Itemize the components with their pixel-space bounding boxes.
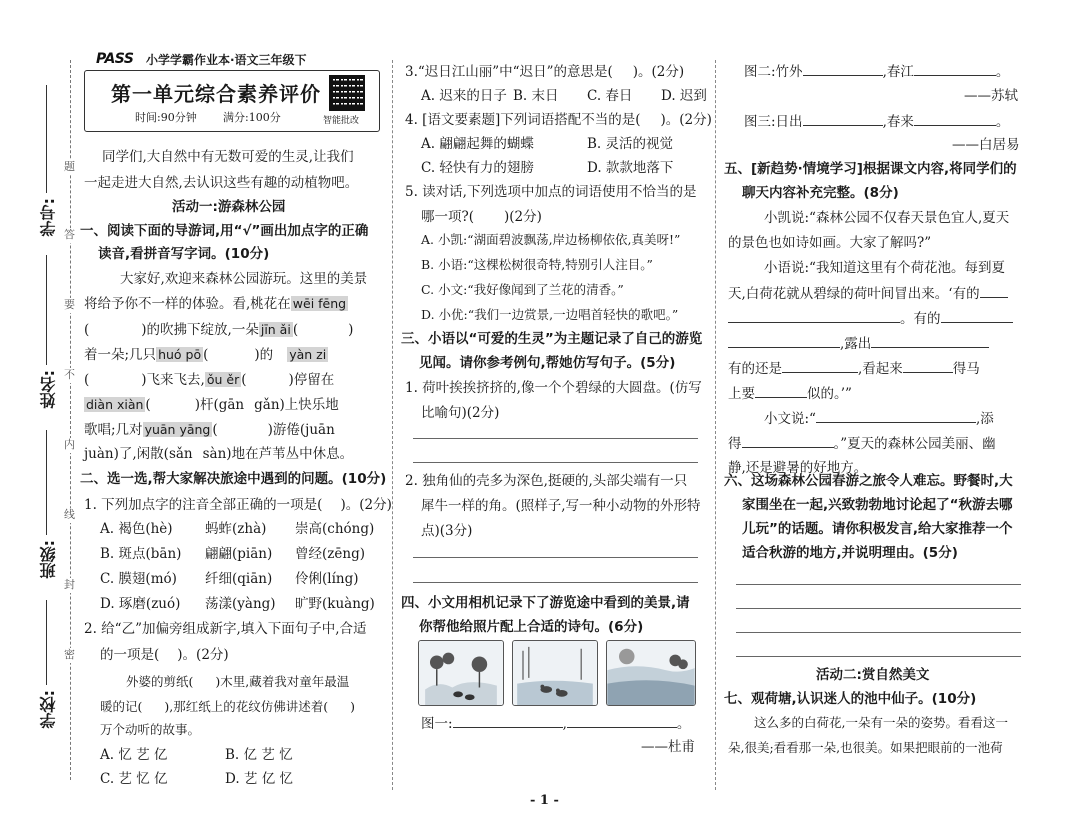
answer-blank[interactable]: [871, 334, 989, 348]
answer-blank[interactable]: [914, 62, 996, 76]
section-4-title: 四、小文用相机记录下了游览途中看到的美景,请: [401, 595, 690, 611]
question-4: 4. [语文要素题]下列词语搭配不当的是( )。(2分): [405, 112, 712, 128]
writing-line[interactable]: [413, 582, 698, 583]
answer-blank[interactable]: [208, 345, 254, 359]
picture-1-caption: 图一: , 。: [421, 716, 691, 732]
pinyin-prompt: wēi fēng: [292, 296, 347, 311]
passage-line: 大家好,欢迎来森林公园游玩。这里的美景: [120, 271, 368, 287]
section-1-title: 一、阅读下面的导游词,用“√”画出加点字的正确: [80, 223, 369, 239]
picture-2-caption: 图二:竹外 ,春江 。: [744, 64, 1010, 80]
margin-mark: 线: [64, 508, 75, 521]
pinyin-prompt: huó pō: [158, 347, 202, 362]
section-3-question-1: 比喻句)(2分): [421, 405, 500, 421]
answer-blank[interactable]: [298, 320, 348, 334]
answer-blank[interactable]: [151, 395, 195, 409]
dialogue-line: ,露出: [728, 334, 989, 353]
section-3-question-2: 犀牛一样的角。(照样子,写一种小动物的外形特: [421, 498, 701, 514]
binding-margin: [0, 0, 78, 831]
answer-blank[interactable]: [980, 284, 1008, 298]
answer-blank[interactable]: [803, 112, 883, 126]
question-3: 3.“迟日江山丽”中“迟日”的意思是( )。(2分): [405, 64, 685, 80]
activity-1-heading: 活动一:游森林公园: [172, 199, 286, 215]
option-row[interactable]: B. 小语:“这棵松树很奇特,特别引人注目。”: [421, 257, 653, 272]
exam-total-score: 满分:100分: [223, 111, 281, 124]
photo-1: [418, 640, 504, 706]
passage-line: 朵,很美;看看那一朵,也很美。如果把眼前的一池荷: [728, 740, 1003, 755]
question-2-text: 万个动听的故事。: [100, 722, 201, 737]
answer-blank[interactable]: [613, 62, 633, 76]
dialogue-line: 静,还是避暑的好地方。: [728, 460, 868, 476]
qr-caption: 智能批改: [323, 116, 360, 126]
answer-blank[interactable]: [193, 672, 215, 686]
pinyin-prompt: yuān yāng: [144, 422, 211, 437]
picture-3-caption: 图三:日出 ,春来 。: [744, 114, 1010, 130]
exam-time: 时间:90分钟: [135, 111, 197, 124]
question-2: 2. 给“乙”加偏旁组成新字,填入下面句子中,合适: [84, 621, 367, 637]
dialogue-line: 的景色也如诗如画。大家了解吗?”: [728, 235, 932, 251]
dialogue-line: 得 。”夏天的森林公园美丽、幽: [728, 436, 996, 452]
section-3-question-2: 点)(3分): [421, 523, 473, 539]
answer-blank[interactable]: [474, 207, 504, 221]
section-3-question-1: 1. 荷叶挨挨挤挤的,像一个个碧绿的大圆盘。(仿写: [405, 380, 702, 396]
writing-line[interactable]: [736, 584, 1021, 585]
passage-line: 这么多的白荷花,一朵有一朵的姿势。看看这一: [754, 715, 1008, 730]
option-row[interactable]: C. 艺 忆 亿 D. 艺 亿 忆: [100, 771, 294, 787]
passage-line: ( )飞来飞去, ǒu ěr ( )停留在: [84, 372, 335, 388]
writing-line[interactable]: [413, 557, 698, 558]
name-field[interactable]: [46, 255, 47, 365]
name-label: 姓名:: [39, 370, 58, 409]
pinyin-prompt: diàn xiàn: [86, 397, 144, 412]
answer-blank[interactable]: [755, 384, 807, 398]
passage-line: 歌唱;几对 yuān yāng ( )游倦(juān: [84, 422, 335, 438]
answer-blank[interactable]: [782, 359, 858, 373]
answer-blank[interactable]: [328, 697, 350, 711]
question-2: 的一项是( )。(2分): [100, 647, 229, 663]
column-3: [724, 52, 1028, 782]
passage-line: juàn)了,闲散(sǎn sàn)地在芦苇丛中休息。: [84, 446, 354, 462]
pinyin-prompt: yàn zi: [289, 347, 327, 362]
student-number-field[interactable]: [46, 85, 47, 193]
answer-blank[interactable]: [159, 645, 177, 659]
answer-blank[interactable]: [142, 697, 164, 711]
answer-blank[interactable]: [453, 714, 563, 728]
section-6-title: 六、这场森林公园春游之旅令人难忘。野餐时,大: [724, 473, 1013, 489]
question-5: 哪一项?( )(2分): [421, 209, 542, 225]
column-divider: [715, 60, 716, 790]
option-row[interactable]: D. 琢磨(zuó) 荡漾(yàng) 旷野(kuàng): [100, 596, 375, 612]
section-3-question-2: 2. 独角仙的壳多为深色,挺硬的,头部尖端有一只: [405, 473, 688, 489]
margin-mark: 题: [64, 160, 75, 173]
option-row[interactable]: B. 斑点(bān) 翩翩(piān) 曾经(zēng): [100, 546, 365, 562]
section-6-title: 儿玩”的话题。请你积极发言,给大家推荐一个: [742, 521, 1013, 537]
dialogue-line: 上要 似的。’”: [728, 386, 852, 402]
section-3-title: 三、小语以“可爱的生灵”为主题记录了自己的游览: [401, 331, 703, 347]
picture-3-author: ——白居易: [952, 137, 1020, 153]
writing-line[interactable]: [736, 632, 1021, 633]
section-3-title: 见闻。请你参考例句,帮她仿写句子。(5分): [419, 355, 676, 371]
section-5-title: 聊天内容补充完整。(8分): [742, 185, 899, 201]
dialogue-line: 。有的: [728, 309, 1013, 328]
answer-blank[interactable]: [816, 409, 976, 423]
option-row[interactable]: A. 翩翩起舞的蝴蝶 B. 灵活的视觉: [421, 136, 674, 152]
intro-line: 一起走进大自然,去认识这些有趣的动植物吧。: [84, 175, 359, 191]
photo-3: [606, 640, 696, 706]
writing-line[interactable]: [413, 462, 698, 463]
section-5-title: 五、[新趋势·情境学习]根据课文内容,将同学们的: [724, 161, 1017, 177]
school-label: 学校:: [39, 690, 58, 729]
page-number: - 1 -: [530, 793, 559, 808]
dialogue-line: 小凯说:“森林公园不仅春天景色宜人,夏天: [764, 210, 1010, 226]
student-number-label: 学号:: [39, 198, 58, 237]
section-4-title: 你帮他给照片配上合适的诗句。(6分): [419, 619, 644, 635]
series-title: 小学学霸作业本·语文三年级下: [146, 53, 307, 67]
section-2-title: 二、选一选,帮大家解决旅途中遇到的问题。(10分): [80, 471, 387, 487]
margin-mark: 要: [64, 298, 75, 311]
exam-title: 第一单元综合素养评价: [111, 82, 321, 106]
passage-line: diàn xiàn ( )杆(gān gǎn)上快乐地: [86, 397, 339, 413]
question-2-text: 暖的记( ),那红纸上的花纹仿佛讲述着( ): [100, 699, 356, 714]
question-5: 5. 读对话,下列选项中加点的词语使用不恰当的是: [405, 184, 697, 200]
dialogue-line: 小文说:“ ,添: [764, 411, 994, 427]
answer-blank[interactable]: [322, 495, 340, 509]
answer-blank[interactable]: [89, 320, 141, 334]
picture-1-author: ——杜甫: [641, 739, 695, 755]
answer-blank[interactable]: [247, 370, 289, 384]
answer-blank[interactable]: [941, 309, 1013, 323]
option-row[interactable]: A. 小凯:“湖面碧波飘荡,岸边杨柳依依,真美呀!”: [421, 232, 681, 247]
answer-blank[interactable]: [218, 420, 268, 434]
writing-line[interactable]: [736, 656, 1021, 657]
answer-blank[interactable]: [742, 434, 834, 448]
answer-blank[interactable]: [567, 714, 677, 728]
section-6-title: 适合秋游的地方,并说明理由。(5分): [742, 545, 958, 561]
margin-mark: 答: [64, 228, 75, 241]
intro-line: 同学们,大自然中有无数可爱的生灵,让我们: [102, 149, 354, 165]
margin-mark: 密: [64, 648, 75, 661]
question-2-text: 外婆的剪纸( )木里,藏着我对童年最温: [126, 674, 350, 689]
answer-blank[interactable]: [903, 359, 953, 373]
column-1: [80, 52, 392, 787]
pinyin-prompt: ǒu ěr: [206, 372, 240, 387]
class-field[interactable]: [46, 430, 47, 535]
picture-2-author: ——苏轼: [964, 88, 1018, 104]
school-field[interactable]: [46, 600, 47, 685]
option-row[interactable]: C. 小文:“我好像闻到了兰花的清香。”: [421, 282, 624, 297]
writing-line[interactable]: [736, 608, 1021, 609]
option-row[interactable]: D. 小优:“我们一边赏景,一边唱首轻快的歌吧。”: [421, 307, 679, 322]
margin-mark: 不: [64, 368, 75, 381]
option-row[interactable]: C. 膜翅(mó) 纤细(qiān) 伶俐(líng): [100, 571, 359, 587]
answer-blank[interactable]: [728, 334, 840, 348]
brand-logo: PASS: [96, 51, 134, 67]
pinyin-prompt: jīn ǎi: [260, 322, 291, 337]
section-6-title: 家围坐在一起,兴致勃勃地讨论起了“秋游去哪: [742, 497, 1013, 513]
writing-line[interactable]: [413, 438, 698, 439]
passage-line: 着一朵;几只 huó pō ( )的 yàn zi: [84, 347, 327, 363]
passage-line: ( )的吹拂下绽放,一朵 jīn ǎi ( ): [84, 322, 354, 338]
option-row[interactable]: A. 褐色(hè) 蚂蚱(zhà) 崇高(chóng): [100, 521, 375, 537]
answer-blank[interactable]: [728, 309, 900, 323]
section-1-title: 读音,看拼音写字词。(10分): [98, 246, 270, 262]
dialogue-line: 天,白荷花就从碧绿的荷叶间冒出来。‘有的: [728, 284, 1008, 303]
answer-blank[interactable]: [640, 110, 660, 124]
answer-blank[interactable]: [914, 112, 996, 126]
activity-2-heading: 活动二:赏自然美文: [816, 667, 930, 683]
column-divider: [392, 60, 393, 790]
dialogue-line: 小语说:“我知道这里有个荷花池。每到夏: [764, 260, 1005, 276]
answer-blank[interactable]: [803, 62, 883, 76]
option-row[interactable]: A. 忆 艺 亿 B. 亿 艺 忆: [100, 747, 293, 763]
class-label: 班级:: [39, 540, 58, 579]
question-1: 1. 下列加点字的注音全部正确的一项是( )。(2分): [84, 497, 392, 513]
answer-blank[interactable]: [89, 370, 141, 384]
margin-mark: 封: [64, 578, 75, 591]
margin-mark: 内: [64, 438, 75, 451]
photo-2: [512, 640, 598, 706]
dialogue-line: 有的还是 ,看起来 得马: [728, 361, 980, 377]
option-row[interactable]: A. 迟来的日子 B. 末日 C. 春日 D. 迟到: [421, 88, 707, 104]
passage-line: 将给予你不一样的体验。看,桃花在 wēi fēng: [84, 296, 347, 312]
section-7-title: 七、观荷塘,认识迷人的池中仙子。(10分): [724, 691, 977, 707]
option-row[interactable]: C. 轻快有力的翅膀 D. 款款地落下: [421, 160, 674, 176]
